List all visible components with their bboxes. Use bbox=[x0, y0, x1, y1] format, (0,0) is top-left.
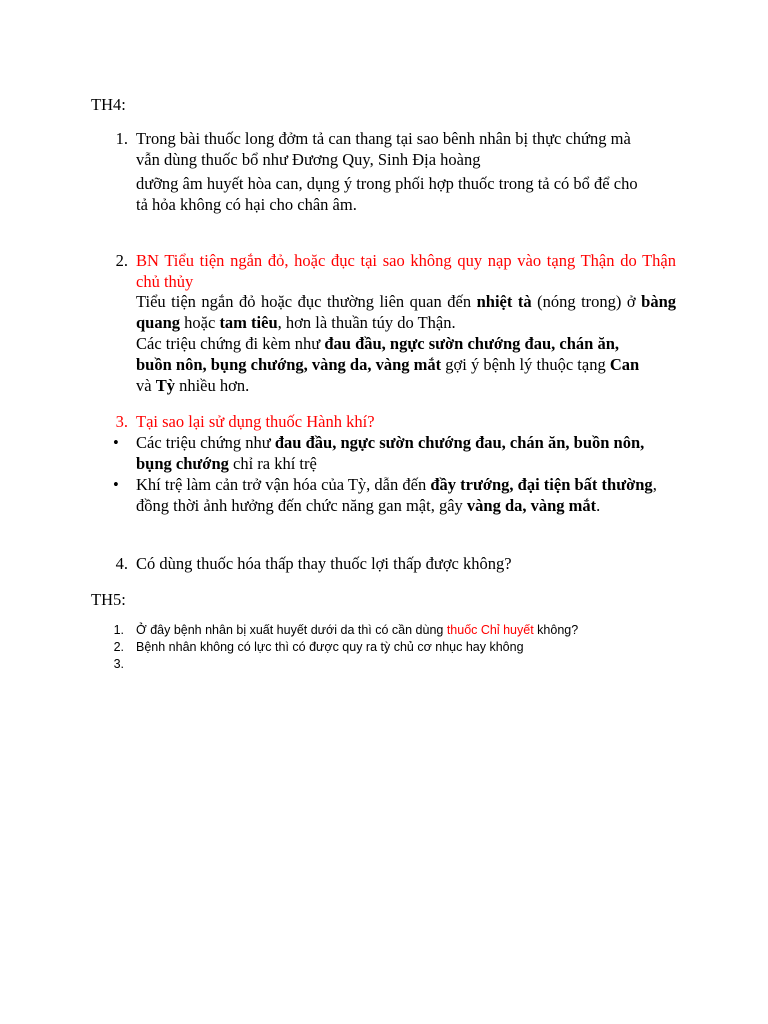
answer-2-emphasis-nhiet-ta: nhiệt tà bbox=[476, 292, 532, 311]
answer-2-paragraph-1: Tiểu tiện ngắn đỏ hoặc đục thường liên quan đến nhiệt tà (nóng trong) ở bàng quang hoặc tam tiêu, hơn là thuần túy do Thận. bbox=[136, 292, 676, 332]
list-number-2: 2. bbox=[115, 251, 128, 270]
answer-2-paragraph-2: Các triệu chứng đi kèm như đau đầu, ngực sườn chướng đau, chán ăn, buồn nôn, bụng chướng, vàng da, vàng mắt gợi ý bệnh lý thuộc tạng Can và Tỳ nhiều hơn. bbox=[136, 334, 640, 395]
list-number-1: 1. bbox=[115, 129, 128, 148]
th5-item-2: Bệnh nhân không có lực thì có được quy ra tỳ chủ cơ nhục hay không bbox=[136, 640, 524, 654]
section-heading-th5: TH5: bbox=[91, 590, 126, 609]
th5-list-number-1: 1. bbox=[113, 623, 124, 637]
answer-2-emphasis-can: Can bbox=[609, 355, 640, 374]
answer-3-bullet-2: Khí trệ làm cản trở vận hóa của Tỳ, dẫn đến đầy trướng, đại tiện bất thường, đồng thời ảnh hưởng đến chức năng gan mật, gây vàng da, vàng mắt. bbox=[136, 475, 657, 515]
th5-list-number-3: 3. bbox=[113, 657, 124, 671]
question-1-line-4: tả hỏa không có hại cho chân âm. bbox=[136, 195, 357, 214]
section-heading-th4: TH4: bbox=[91, 95, 126, 114]
bullet-marker: • bbox=[113, 475, 119, 494]
bullet-marker: • bbox=[113, 433, 119, 452]
question-4-text: Có dùng thuốc hóa thấp thay thuốc lợi thấp được không? bbox=[136, 554, 512, 573]
question-1-line-3: dưỡng âm huyết hòa can, dụng ý trong phối hợp thuốc trong tả có bổ để cho bbox=[136, 174, 638, 193]
answer-3-emphasis-vang-da: vàng da, vàng mắt bbox=[466, 496, 597, 515]
answer-2-emphasis-tam-tieu: tam tiêu bbox=[219, 313, 278, 332]
th5-item-1: Ở đây bệnh nhân bị xuất huyết dưới da thì có cần dùng thuốc Chỉ huyết không? bbox=[136, 623, 579, 637]
th5-list-number-2: 2. bbox=[113, 640, 124, 654]
question-1-line-1: Trong bài thuốc long đởm tả can thang tại sao bênh nhân bị thực chứng mà bbox=[136, 129, 631, 148]
list-number-3: 3. bbox=[115, 412, 128, 431]
answer-2-emphasis-symptoms: đau đầu, ngực sườn chướng đau, chán ăn, buồn nôn, bụng chướng, vàng da, vàng mắt bbox=[136, 334, 620, 374]
answer-2-emphasis-ty: Tỳ bbox=[155, 376, 175, 395]
th5-item-1-highlight: thuốc Chỉ huyết bbox=[446, 623, 534, 637]
list-number-4: 4. bbox=[115, 554, 128, 573]
answer-3-bullet-1: Các triệu chứng như đau đầu, ngực sườn chướng đau, chán ăn, buồn nôn, bụng chướng chỉ ra khí trệ bbox=[136, 433, 645, 473]
question-2-text: BN Tiểu tiện ngắn đỏ, hoặc đục tại sao không quy nạp vào tạng Thận do Thận chủ thủy bbox=[136, 251, 676, 291]
question-1 bbox=[136, 128, 676, 215]
question-3-text: Tại sao lại sử dụng thuốc Hành khí? bbox=[136, 412, 375, 431]
answer-3-emphasis-symptoms: đau đầu, ngực sườn chướng đau, chán ăn, buồn nôn, bụng chướng bbox=[136, 433, 645, 473]
answer-3-emphasis-day-truong: đầy trướng, đại tiện bất thường bbox=[430, 475, 653, 494]
answer-2-emphasis-bang-quang: bàng quang bbox=[136, 292, 676, 332]
question-1-line-2: vẫn dùng thuốc bổ như Đương Quy, Sinh Địa hoàng bbox=[136, 150, 481, 169]
